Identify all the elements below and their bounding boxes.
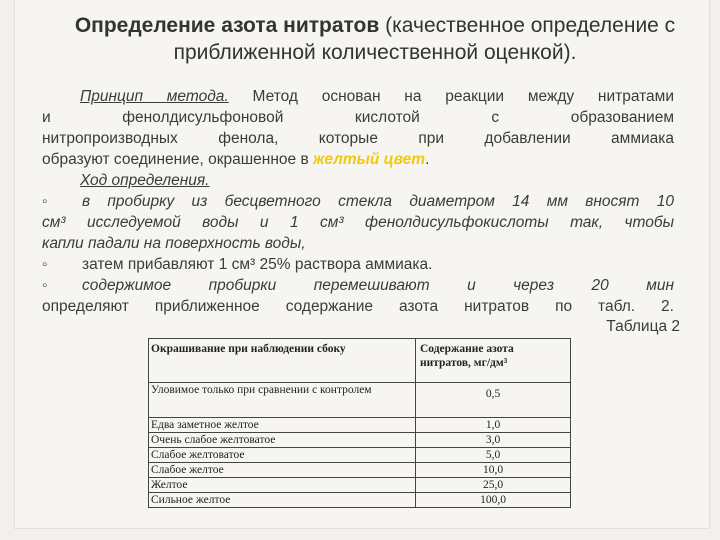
bullet-icon: ◦ [42, 193, 48, 210]
principle-line-4: образуют соединение, окрашенное в желтый цвет. [42, 151, 430, 168]
table-header-row [149, 339, 571, 383]
table-row: Слабое желтое 10,0 [149, 463, 571, 478]
step-3-line-2: определяют приближенное содержание азота нитратов по табл. 2. [42, 298, 674, 315]
principle-label: Принцип метода. [80, 88, 229, 105]
nitrate-table [148, 338, 571, 508]
step-2: ◦ затем прибавляют 1 см³ 25% раствора аммиака. [42, 256, 433, 273]
bullet-icon: ◦ [42, 256, 48, 273]
procedure-label: Ход определения. [80, 172, 210, 189]
highlight-yellow: желтый цвет [313, 151, 426, 168]
title-rest: (качественное определение с приближенной количественной оценкой). [173, 14, 676, 64]
table-row: Едва заметное желтое 1,0 [149, 418, 571, 433]
table-row: Слабое желтоватое 5,0 [149, 448, 571, 463]
principle-line-1: Принцип метода. Метод основан на реакции между нитратами [80, 88, 674, 105]
title-bold: Определение азота нитратов [74, 14, 380, 37]
header-col2: Содержание азота нитратов, мг/дм³ [416, 339, 571, 383]
principle-line-2: и фенолдисульфоновой кислотой с образованием [42, 109, 674, 126]
header-col1: Окрашивание при наблюдении сбоку [149, 339, 416, 383]
step-1-line-3: капли падали на поверхность воды, [42, 235, 306, 252]
procedure-label-line [42, 170, 674, 191]
table-row: Желтое 25,0 [149, 478, 571, 493]
slide-title [55, 12, 695, 66]
table-row: Уловимое только при сравнении с контролем 0,5 [149, 383, 571, 418]
bullet-icon: ◦ [42, 277, 48, 294]
step-1-line-2: см³ исследуемой воды и 1 см³ фенолдисульфокислоты так, чтобы [42, 214, 674, 231]
table-row: Очень слабое желтоватое 3,0 [149, 433, 571, 448]
step-3-line-1: ◦ содержимое пробирки перемешивают и через 20 мин [42, 277, 674, 294]
table-row: Сильное желтое 100,0 [149, 493, 571, 508]
table-caption: Таблица 2 [606, 318, 680, 335]
step-1-line-1: ◦ в пробирку из бесцветного стекла диаметром 14 мм вносят 10 [42, 193, 674, 210]
principle-line-3: нитропроизводных фенола, которые при добавлении аммиака [42, 130, 674, 147]
body-text [42, 86, 674, 317]
